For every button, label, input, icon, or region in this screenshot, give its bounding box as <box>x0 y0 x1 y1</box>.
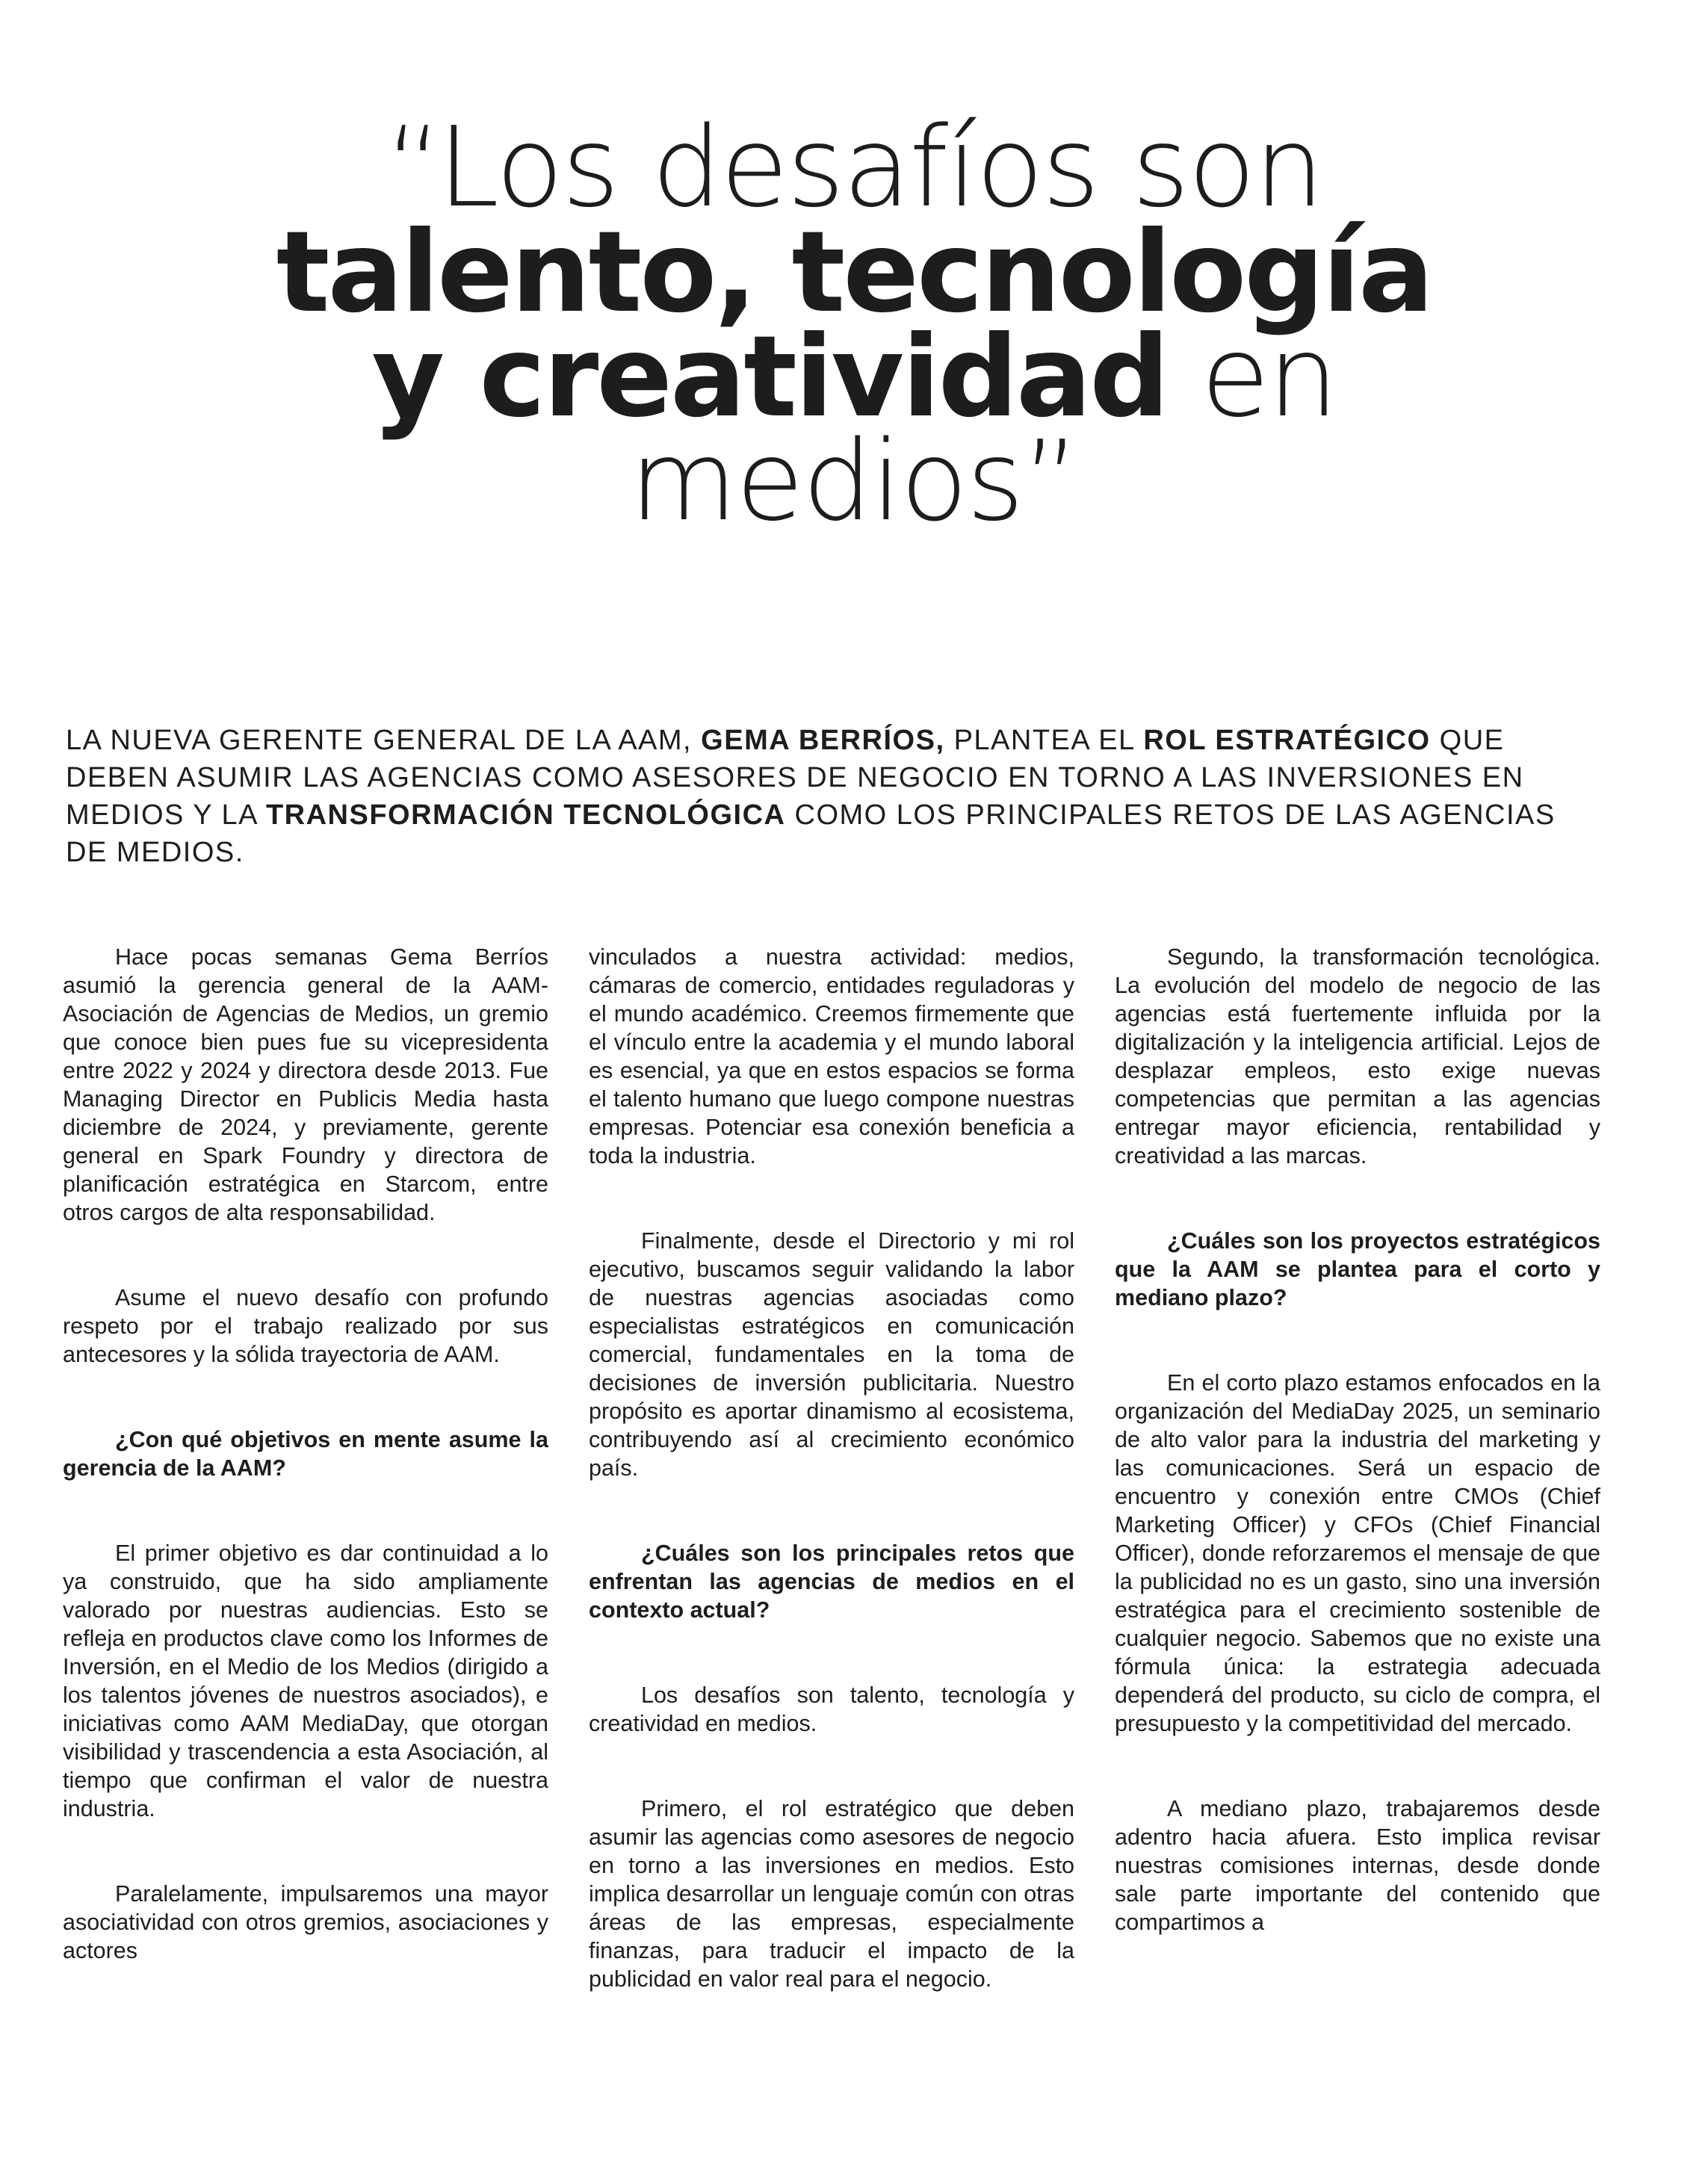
lede <box>66 722 1597 871</box>
paragraph: vinculados a nuestra actividad: medios, cámaras de comercio, entidades reguladoras y el mundo académico. Creemos firmemente que el vínculo entre la academia y el mundo laboral es esencial, ya que en estos espacios se forma el talento humano que luego compone nuestras empresas. Potenciar esa conexión beneficia a toda la industria. <box>589 944 1074 1168</box>
paragraph: Segundo, la transformación tecnológica. La evolución del modelo de negocio de las agencias está fuertemente influida por la digitalización y la inteligencia artificial. Lejos de desplazar empleos, esto exige nuevas competencias que permitan a las agencias entregar mayor eficiencia, rentabilidad y creatividad a las marcas. <box>1115 944 1600 1168</box>
paragraph: A mediano plazo, trabajaremos desde adentro hacia afuera. Esto implica revisar nuestras comisiones internas, desde donde sale parte importante del contenido que compartimos a <box>1115 1796 1600 1935</box>
headline-line-2: talento, tecnología <box>276 208 1432 338</box>
column-2 <box>589 943 1074 1993</box>
lede-name: GEMA BERRÍOS, <box>701 725 945 756</box>
paragraph: En el corto plazo estamos enfocados en la organización del MediaDay 2025, un seminario de alto valor para la industria del marketing y las comunicaciones. Será un espacio de encuentro y conexión entre CMOs (Chief Marketing Officer) y CFOs (Chief Financial Officer), donde reforzaremos el mensaje de que la publicidad no es un gasto, sino una inversión estratégica para el crecimiento sostenible de cualquier negocio. Sabemos que no existe una fórmula única: la estrategia adecuada dependerá del producto, su ciclo de compra, el presupuesto y la competitividad del mercado. <box>1115 1370 1600 1736</box>
lede-highlight: TRANSFORMACIÓN TECNOLÓGICA <box>265 799 786 831</box>
paragraph: Finalmente, desde el Directorio y mi rol ejecutivo, buscamos seguir validando la labor de nuestras agencias asociadas como especialistas estratégicos en comunicación comercial, fundamentales en la toma de decisiones de inversión publicitaria. Nuestro propósito es aportar dinamismo al ecosistema, contribuyendo así al crecimiento económico país. <box>589 1228 1074 1481</box>
lede-text: QUE DEBEN ASUMIR LAS AGENCIAS COMO ASESORES DE NEGOCIO EN TORNO A LAS INVERSIONES EN MEDIOS Y LA <box>66 725 1524 831</box>
headline <box>0 103 1708 545</box>
column-3 <box>1115 943 1600 1936</box>
headline-line-1: “Los desafíos son <box>385 103 1323 232</box>
lede-text: COMO LOS PRINCIPALES RETOS DE LAS AGENCIAS DE MEDIOS. <box>66 799 1556 868</box>
headline-line-4: medios” <box>629 417 1079 545</box>
lede-text: PLANTEA EL <box>944 725 1144 756</box>
headline-line-3 <box>0 312 1708 442</box>
paragraph: Paralelamente, impulsaremos una mayor asociatividad con otros gremios, asociaciones y actores <box>63 1881 548 1963</box>
paragraph: Primero, el rol estratégico que deben asumir las agencias como asesores de negocio en torno a las inversiones en medios. Esto implica desarrollar un lenguaje común con otras áreas de las empresas, especialmente finanzas, para traducir el impacto de la publicidad en valor real para el negocio. <box>589 1796 1074 1992</box>
headline-line-3-bold: y creatividad <box>371 312 1168 442</box>
paragraph: El primer objetivo es dar continuidad a lo ya construido, que ha sido ampliamente valorado por nuestras audiencias. Esto se refleja en productos clave como los Informes de Inversión, en el Medio de los Medios (dirigido a los talentos jóvenes de nuestros asociados), e iniciativas como AAM MediaDay, que otorgan visibilidad y trascendencia a esta Asociación, al tiempo que confirman el valor de nuestra industria. <box>63 1541 548 1821</box>
headline-line-3-light: en <box>1167 312 1337 442</box>
question-heading: ¿Cuáles son los proyectos estratégicos que la AAM se plantea para el corto y mediano plazo? <box>1115 1228 1600 1310</box>
paragraph: Asume el nuevo desafío con profundo respeto por el trabajo realizado por sus antecesores y la sólida trayectoria de AAM. <box>63 1285 548 1367</box>
paragraph: Hace pocas semanas Gema Berríos asumió la gerencia general de la AAM-Asociación de Agencias de Medios, un gremio que conoce bien pues fue su vicepresidenta entre 2022 y 2024 y directora desde 2013. Fue Managing Director en Publicis Media hasta diciembre de 2024, y previamente, gerente general en Spark Foundry y directora de planificación estratégica en Starcom, entre otros cargos de alta responsabilidad. <box>63 944 548 1225</box>
lede-highlight: ROL ESTRATÉGICO <box>1143 725 1431 756</box>
column-1 <box>63 943 548 1965</box>
question-heading: ¿Con qué objetivos en mente asume la gerencia de la AAM? <box>63 1427 548 1481</box>
paragraph: Los desafíos son talento, tecnología y creatividad en medios. <box>589 1682 1074 1736</box>
question-heading: ¿Cuáles son los principales retos que enfrentan las agencias de medios en el contexto actual? <box>589 1541 1074 1623</box>
lede-text: LA NUEVA GERENTE GENERAL DE LA AAM, <box>66 725 702 756</box>
